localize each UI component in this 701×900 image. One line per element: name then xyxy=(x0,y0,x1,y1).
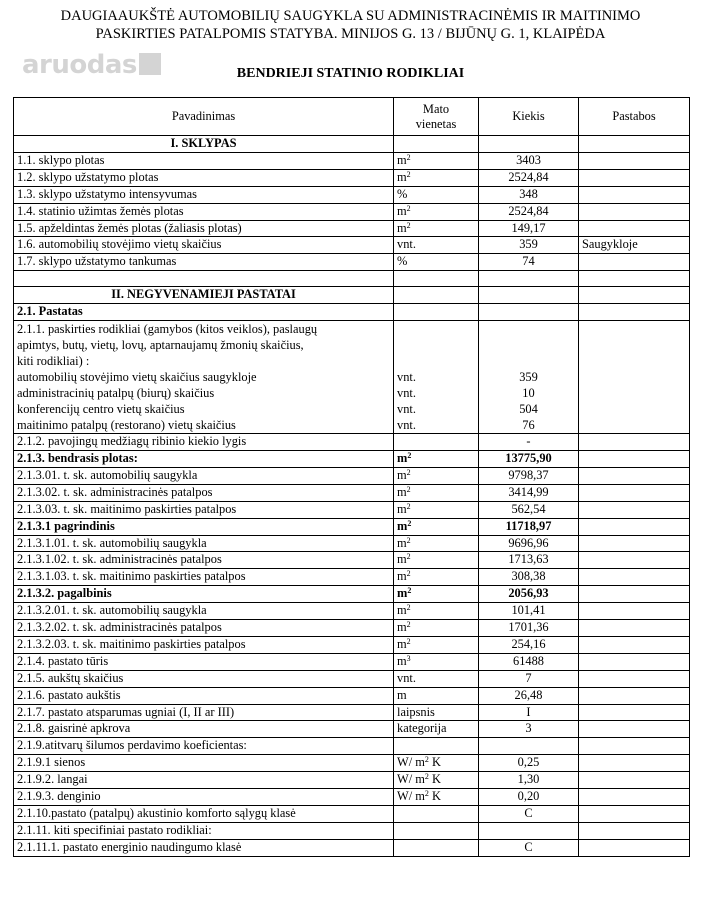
unit-cell: $m^2$ xyxy=(394,467,479,484)
item-qty: 359 xyxy=(519,370,538,385)
item-unit: vnt. xyxy=(397,418,416,433)
note-cell xyxy=(579,434,690,451)
unit-cell: $m^2$ xyxy=(394,569,479,586)
name-cell: 1.7. sklypo užstatymo tankumas xyxy=(14,254,394,271)
qty-cell: 7 xyxy=(479,670,579,687)
unit-exponent: 2 xyxy=(406,220,411,230)
name-cell: 2.1.8. gaisrinė apkrova xyxy=(14,721,394,738)
name-cell: 2.1.3.2.03. t. sk. maitinimo paskirties patalpos xyxy=(14,636,394,653)
unit-exponent: 2 xyxy=(406,152,411,162)
note-cell xyxy=(579,586,690,603)
table-row xyxy=(14,569,690,586)
table-row xyxy=(14,450,690,467)
name-cell: 2.1.2. pavojingų medžiagų ribinio kiekio lygis xyxy=(14,434,394,451)
unit-cell: laipsnis xyxy=(394,704,479,721)
column-header-unit xyxy=(394,98,479,136)
qty-cell: 2524,84 xyxy=(479,169,579,186)
unit-cell: $m^2$ xyxy=(394,169,479,186)
name-cell: 2.1.3.03. t. sk. maitinimo paskirties patalpos xyxy=(14,501,394,518)
qty-cell: 61488 xyxy=(479,653,579,670)
name-cell: 1.2. sklypo užstatymo plotas xyxy=(14,169,394,186)
note-cell xyxy=(579,484,690,501)
qty-cell: 74 xyxy=(479,254,579,271)
qty-cell: 1713,63 xyxy=(479,552,579,569)
unit-cell: $m^2$ xyxy=(394,203,479,220)
unit-exponent: 2 xyxy=(407,518,412,528)
qty-cell: C xyxy=(479,806,579,823)
item-unit: vnt. xyxy=(397,386,416,401)
note-cell xyxy=(579,467,690,484)
qty-cell: 3414,99 xyxy=(479,484,579,501)
unit-exponent: 2 xyxy=(406,603,411,613)
note-cell xyxy=(579,789,690,806)
unit-exponent: 2 xyxy=(406,484,411,494)
qty-cell: 308,38 xyxy=(479,569,579,586)
table-row xyxy=(14,721,690,738)
table-row xyxy=(14,806,690,823)
table-header-row xyxy=(14,98,690,136)
table-row xyxy=(14,321,690,434)
unit-exponent: 2 xyxy=(406,501,411,511)
table-row xyxy=(14,552,690,569)
table-row xyxy=(14,186,690,203)
table-row xyxy=(14,687,690,704)
item-qty: 504 xyxy=(519,402,538,417)
item-name: maitinimo patalpų (restorano) vietų skaičius xyxy=(17,418,236,433)
table-row xyxy=(14,467,690,484)
qty-cell xyxy=(479,822,579,839)
unit-cell xyxy=(394,738,479,755)
unit-cell: kategorija xyxy=(394,721,479,738)
document-subtitle: BENDRIEJI STATINIO RODIKLIAI xyxy=(236,66,465,81)
table-row xyxy=(14,434,690,451)
qty-cell: 9696,96 xyxy=(479,535,579,552)
unit-cell xyxy=(394,822,479,839)
table-row xyxy=(14,704,690,721)
item-qty: 76 xyxy=(522,418,535,433)
unit-cell: $m^2$ xyxy=(394,450,479,467)
note-cell xyxy=(579,653,690,670)
qty-cell: C xyxy=(479,839,579,856)
table-row xyxy=(14,535,690,552)
name-cell: 2.1.3.2. pagalbinis xyxy=(14,586,394,603)
table-row xyxy=(14,220,690,237)
qty-cell xyxy=(479,738,579,755)
unit-exponent: 2 xyxy=(406,535,411,545)
note-cell: Saugykloje xyxy=(579,237,690,254)
table-row xyxy=(14,603,690,620)
unit-exponent: 2 xyxy=(406,203,411,213)
note-cell xyxy=(579,603,690,620)
note-cell xyxy=(579,839,690,856)
name-cell: 2.1.3.1 pagrindinis xyxy=(14,518,394,535)
unit-cell: % xyxy=(394,254,479,271)
column-header-unit-line1: Mato xyxy=(422,101,450,116)
qty-cell: 2056,93 xyxy=(479,586,579,603)
column-header-note: Pastabos xyxy=(579,98,690,136)
unit-cell: % xyxy=(394,186,479,203)
qty-cell: 1701,36 xyxy=(479,620,579,637)
qty-cell: 13775,90 xyxy=(479,450,579,467)
intro-line: apimtys, butų, vietų, lovų, aptarnaujamų žmonių skaičius, xyxy=(17,338,304,353)
note-cell xyxy=(579,186,690,203)
name-cell: 2.1.10.pastato (patalpų) akustinio komforto sąlygų klasė xyxy=(14,806,394,823)
table-row xyxy=(14,738,690,755)
name-cell: 2.1.3.02. t. sk. administracinės patalpos xyxy=(14,484,394,501)
unit-exponent: 2 xyxy=(424,755,429,765)
name-cell: 1.1. sklypo plotas xyxy=(14,152,394,169)
unit-exponent: 2 xyxy=(406,169,411,179)
column-header-unit-line2: vienetas xyxy=(415,116,457,131)
note-cell xyxy=(579,738,690,755)
unit-cell: $m^2$ xyxy=(394,603,479,620)
table-row xyxy=(14,484,690,501)
name-cell: 1.4. statinio užimtas žemės plotas xyxy=(14,203,394,220)
note-cell xyxy=(579,822,690,839)
note-cell xyxy=(579,552,690,569)
name-cell: 1.5. apželdintas žemės plotas (žaliasis plotas) xyxy=(14,220,394,237)
name-cell: 2.1.11.1. pastato energinio naudingumo klasė xyxy=(14,839,394,856)
spacer-row xyxy=(14,271,690,287)
column-header-qty: Kiekis xyxy=(479,98,579,136)
note-cell xyxy=(579,670,690,687)
name-cell: 2.1.9.1 sienos xyxy=(14,755,394,772)
table-row xyxy=(14,203,690,220)
item-name: administracinių patalpų (biurų) skaičius xyxy=(17,386,215,401)
table-row xyxy=(14,152,690,169)
table-row xyxy=(14,822,690,839)
unit-cell: $m^2$ xyxy=(394,636,479,653)
multi-note-cell xyxy=(579,321,690,434)
name-cell: 1.6. automobilių stovėjimo vietų skaičius xyxy=(14,237,394,254)
unit-cell: W/ $m^2$ K xyxy=(394,789,479,806)
unit-exponent: 2 xyxy=(406,620,411,630)
item-unit: vnt. xyxy=(397,402,416,417)
note-cell xyxy=(579,518,690,535)
note-cell xyxy=(579,450,690,467)
qty-cell: 26,48 xyxy=(479,687,579,704)
intro-line: kiti rodikliai) : xyxy=(17,354,90,369)
multi-unit-cell xyxy=(394,321,479,434)
note-cell xyxy=(579,620,690,637)
unit-cell: vnt. xyxy=(394,237,479,254)
qty-cell: 1,30 xyxy=(479,772,579,789)
table-row xyxy=(14,169,690,186)
table-row xyxy=(14,670,690,687)
table-row xyxy=(14,586,690,603)
unit-cell: $m^2$ xyxy=(394,484,479,501)
unit-cell: $m^2$ xyxy=(394,535,479,552)
section-title: I. SKLYPAS xyxy=(14,136,394,153)
unit-exponent: 2 xyxy=(406,569,411,579)
name-cell: 2.1.5. aukštų skaičius xyxy=(14,670,394,687)
unit-cell: $m^2$ xyxy=(394,586,479,603)
table-row xyxy=(14,653,690,670)
unit-cell: $m^3$ xyxy=(394,653,479,670)
qty-cell: 359 xyxy=(479,237,579,254)
unit-exponent: 2 xyxy=(424,772,429,782)
note-cell xyxy=(579,254,690,271)
name-cell: 2.1.4. pastato tūris xyxy=(14,653,394,670)
multi-qty-cell xyxy=(479,321,579,434)
qty-cell: 0,20 xyxy=(479,789,579,806)
note-cell xyxy=(579,569,690,586)
unit-cell xyxy=(394,434,479,451)
unit-cell: $m^2$ xyxy=(394,501,479,518)
item-qty: 10 xyxy=(522,386,535,401)
unit-cell: $m^2$ xyxy=(394,620,479,637)
qty-cell: 101,41 xyxy=(479,603,579,620)
name-cell: 2.1.3. bendrasis plotas: xyxy=(14,450,394,467)
note-cell xyxy=(579,220,690,237)
qty-cell: 149,17 xyxy=(479,220,579,237)
note-cell xyxy=(579,772,690,789)
indicators-table xyxy=(13,97,690,857)
note-cell xyxy=(579,704,690,721)
unit-exponent: 2 xyxy=(406,636,411,646)
item-name: automobilių stovėjimo vietų skaičius saugykloje xyxy=(17,370,257,385)
unit-cell: $m^2$ xyxy=(394,518,479,535)
column-header-name: Pavadinimas xyxy=(14,98,394,136)
section-title-row xyxy=(14,287,690,304)
qty-cell: 11718,97 xyxy=(479,518,579,535)
unit-cell: W/ $m^2$ K xyxy=(394,772,479,789)
item-name: konferencijų centro vietų skaičius xyxy=(17,402,185,417)
table-row xyxy=(14,772,690,789)
note-cell xyxy=(579,806,690,823)
qty-cell: 562,54 xyxy=(479,501,579,518)
qty-cell: I xyxy=(479,704,579,721)
qty-cell: 3 xyxy=(479,721,579,738)
name-cell: 1.3. sklypo užstatymo intensyvumas xyxy=(14,186,394,203)
note-cell xyxy=(579,535,690,552)
note-cell xyxy=(579,501,690,518)
subsection-title: 2.1. Pastatas xyxy=(14,304,394,321)
table-row xyxy=(14,620,690,637)
table-row xyxy=(14,636,690,653)
unit-cell: $m^2$ xyxy=(394,552,479,569)
table-row xyxy=(14,518,690,535)
note-cell xyxy=(579,203,690,220)
table-row xyxy=(14,237,690,254)
intro-line: 2.1.1. paskirties rodikliai (gamybos (kitos veiklos), paslaugų xyxy=(17,322,318,337)
name-cell: 2.1.11. kiti specifiniai pastato rodikliai: xyxy=(14,822,394,839)
table-row xyxy=(14,501,690,518)
name-cell: 2.1.3.1.02. t. sk. administracinės patalpos xyxy=(14,552,394,569)
section-title: II. NEGYVENAMIEJI PASTATAI xyxy=(14,287,394,304)
unit-cell: W/ $m^2$ K xyxy=(394,755,479,772)
name-cell: 2.1.6. pastato aukštis xyxy=(14,687,394,704)
note-cell xyxy=(579,169,690,186)
document-title-line-2: PASKIRTIES PATALPOMIS STATYBA. MINIJOS G. 13 / BIJŪNŲ G. 1, KLAIPĖDA xyxy=(95,26,606,42)
unit-exponent: 2 xyxy=(406,552,411,562)
unit-exponent: 3 xyxy=(406,653,411,663)
unit-cell xyxy=(394,839,479,856)
qty-cell: 3403 xyxy=(479,152,579,169)
subsection-title-row xyxy=(14,304,690,321)
unit-cell: vnt. xyxy=(394,670,479,687)
qty-cell: - xyxy=(479,434,579,451)
section-title-row xyxy=(14,136,690,153)
name-cell: 2.1.3.2.01. t. sk. automobilių saugykla xyxy=(14,603,394,620)
unit-exponent: 2 xyxy=(407,450,412,460)
qty-cell: 2524,84 xyxy=(479,203,579,220)
unit-cell xyxy=(394,806,479,823)
qty-cell: 348 xyxy=(479,186,579,203)
name-cell: 2.1.9.atitvarų šilumos perdavimo koeficientas: xyxy=(14,738,394,755)
name-cell: 2.1.3.2.02. t. sk. administracinės patalpos xyxy=(14,620,394,637)
table-row xyxy=(14,755,690,772)
unit-exponent: 2 xyxy=(424,789,429,799)
note-cell xyxy=(579,152,690,169)
qty-cell: 9798,37 xyxy=(479,467,579,484)
multi-name-cell xyxy=(14,321,394,434)
qty-cell: 0,25 xyxy=(479,755,579,772)
note-cell xyxy=(579,636,690,653)
name-cell: 2.1.3.1.03. t. sk. maitinimo paskirties patalpos xyxy=(14,569,394,586)
name-cell: 2.1.9.3. denginio xyxy=(14,789,394,806)
name-cell: 2.1.3.01. t. sk. automobilių saugykla xyxy=(14,467,394,484)
note-cell xyxy=(579,721,690,738)
name-cell: 2.1.7. pastato atsparumas ugniai (I, II ar III) xyxy=(14,704,394,721)
note-cell xyxy=(579,687,690,704)
unit-exponent: 2 xyxy=(406,467,411,477)
unit-cell: $m^2$ xyxy=(394,220,479,237)
unit-cell: m xyxy=(394,687,479,704)
name-cell: 2.1.3.1.01. t. sk. automobilių saugykla xyxy=(14,535,394,552)
name-cell: 2.1.9.2. langai xyxy=(14,772,394,789)
note-cell xyxy=(579,755,690,772)
item-unit: vnt. xyxy=(397,370,416,385)
unit-cell: $m^2$ xyxy=(394,152,479,169)
table-row xyxy=(14,789,690,806)
document-title-line-1: DAUGIAAUKŠTĖ AUTOMOBILIŲ SAUGYKLA SU ADMINISTRACINĖMIS IR MAITINIMO xyxy=(60,8,641,24)
qty-cell: 254,16 xyxy=(479,636,579,653)
table-row xyxy=(14,254,690,271)
unit-exponent: 2 xyxy=(407,586,412,596)
watermark-text: aruodas xyxy=(22,50,137,80)
table-row xyxy=(14,839,690,856)
